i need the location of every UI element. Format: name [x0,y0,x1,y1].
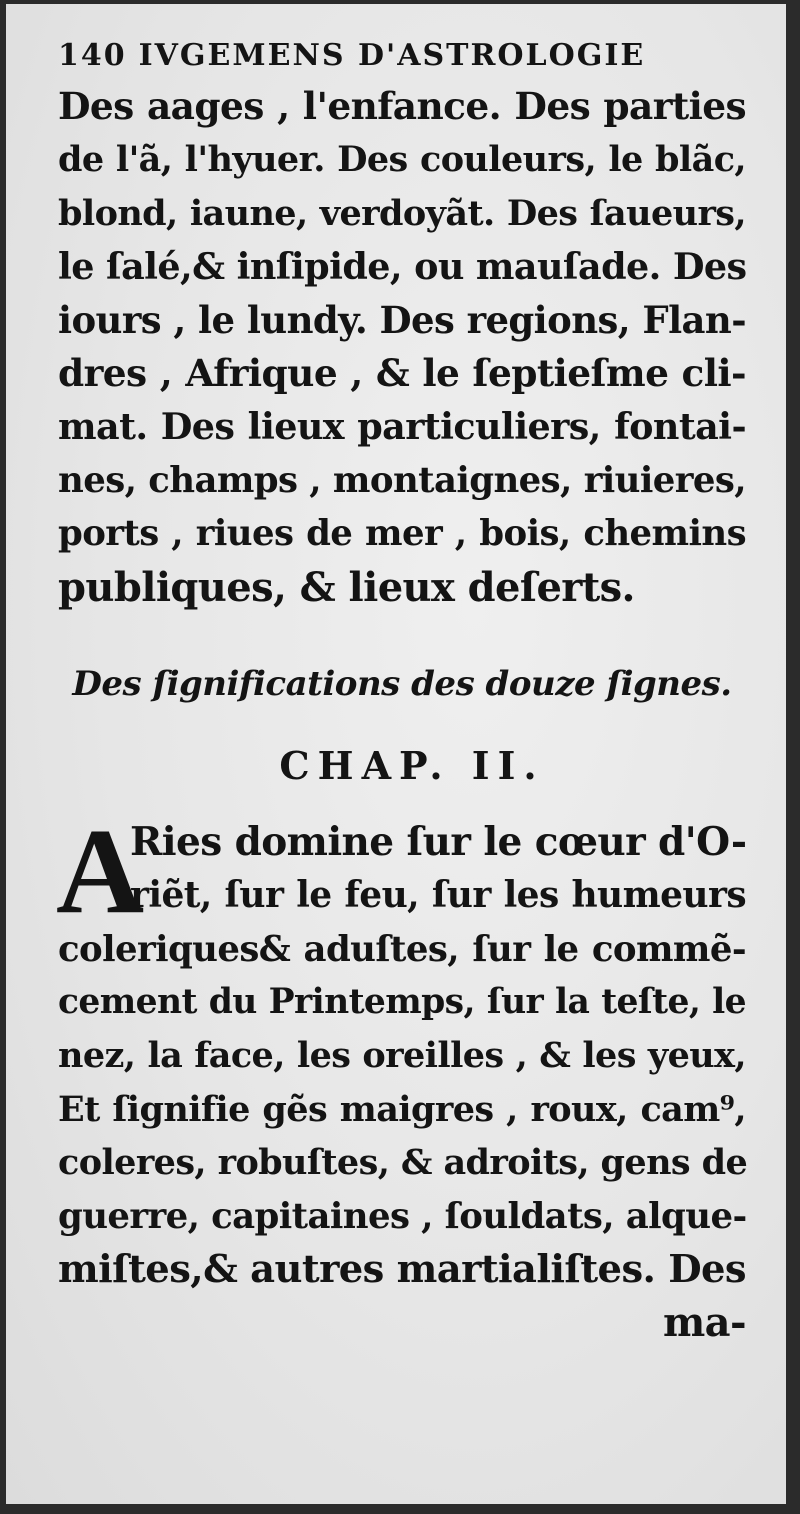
catchword: ma- [662,1299,746,1347]
text-line: riẽt, ſur le feu, ſur les humeurs [130,874,746,917]
text-line: guerre, capitaines , ſouldats, alque- [58,1195,747,1237]
text-line: cement du Printemps, ſur la teſte, le [58,982,746,1023]
text-line: ports , riues de mer , bois, chemins [58,513,746,555]
text-line: dres , Afrique , & le ſeptieſme cli- [58,350,746,395]
text-line: publiques, & lieux deſerts. [58,563,635,611]
page-number: 140 [58,38,127,73]
text-line: nez, la face, les oreilles , & les yeux, [58,1035,746,1077]
text-line: coleres, robuſtes, & adroits, gens de [58,1142,748,1184]
section-subtitle: Des ſignifications des douze ſignes. [72,663,732,704]
text-line: Des aages , l'enfance. Des parties [58,84,746,128]
paragraph-2 [56,803,748,1350]
paragraph-1 [58,80,746,614]
running-title: IVGEMENS D'ASTROLOGIE [138,38,646,73]
text-line: de l'ã, l'hyuer. Des couleurs, le blãc, [58,139,746,181]
chapter-heading: CHAP. II. [279,742,545,788]
text-line: Et ſignifie gẽs maigres , roux, cam⁹, [58,1088,746,1130]
text-line: blond, iaune, verdoyãt. Des ſaueurs, [58,192,746,234]
text-line: Ries domine ſur le cœur d'O- [130,818,747,865]
text-line: miſtes,& autres martialiſtes. Des [58,1247,746,1293]
text-line: mat. Des lieux particuliers, fontai- [58,405,746,449]
text-line: coleriques& aduſtes, ſur le commẽ- [58,928,746,970]
running-header [58,34,746,80]
text-line: le ſalé,& inſipide, ou mauſade. Des [58,245,747,289]
drop-cap: A [56,803,145,939]
book-page [6,4,786,1504]
text-line: iours , le lundy. Des regions, Flan- [58,297,746,342]
text-line: nes, champs , montaignes, riuieres, [58,459,746,501]
